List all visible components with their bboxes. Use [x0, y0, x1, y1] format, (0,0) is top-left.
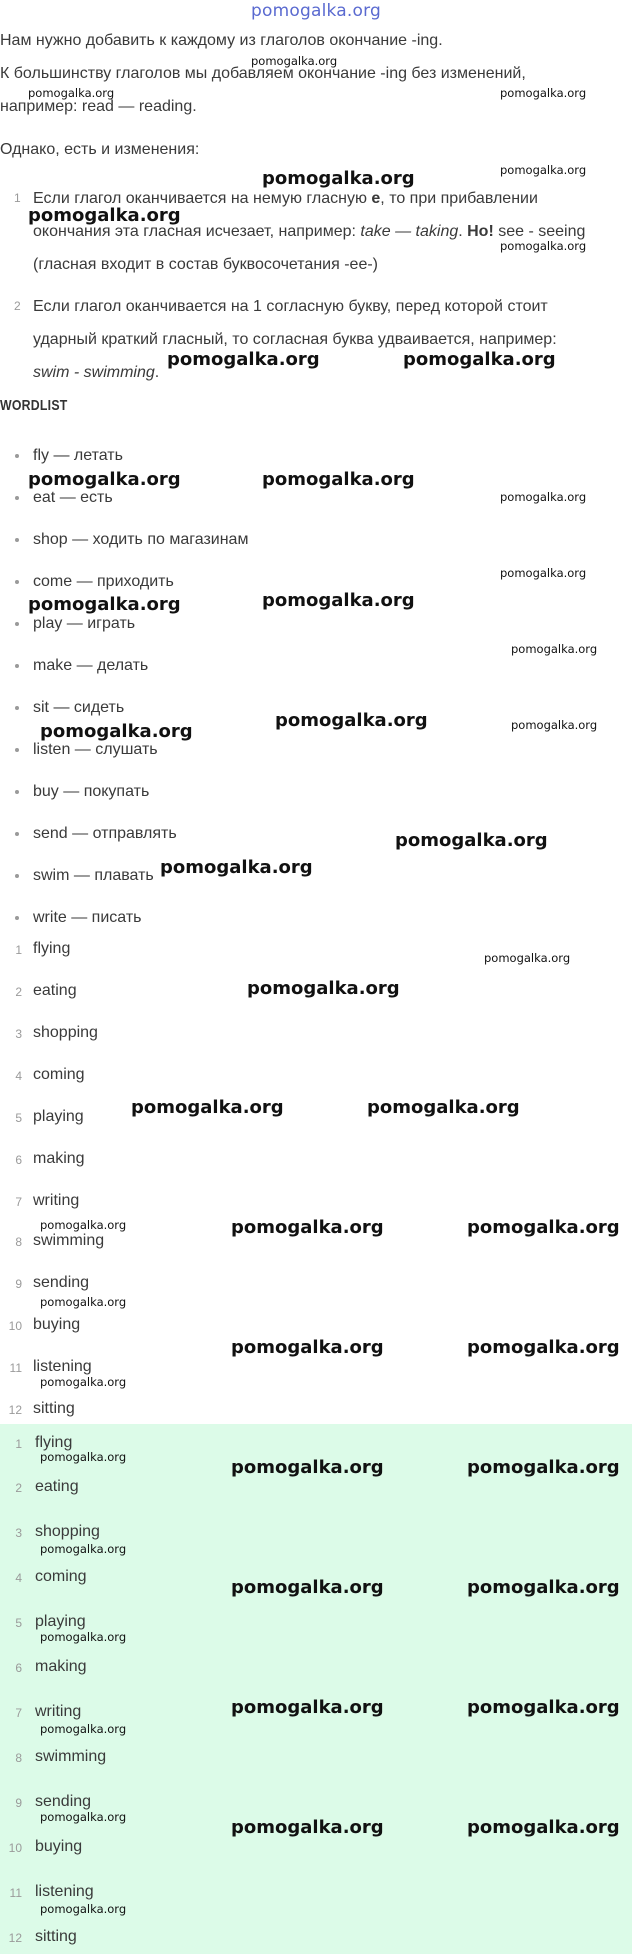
watermark: pomogalka.org [40, 1450, 127, 1464]
intro-line-1: Нам нужно добавить к каждому из глаголов окончание -ing. [0, 32, 443, 49]
watermark: pomogalka.org [40, 1630, 127, 1644]
bullet-icon [15, 454, 19, 458]
watermark: pomogalka.org [403, 349, 556, 370]
bullet-icon [15, 622, 19, 626]
watermark: pomogalka.org [262, 590, 415, 611]
rule-number: 1 [14, 191, 21, 205]
bullet-icon [15, 580, 19, 584]
bullet-icon [15, 496, 19, 500]
bullet-icon [15, 664, 19, 668]
watermark: pomogalka.org [28, 205, 181, 226]
watermark: pomogalka.org [40, 1218, 127, 1232]
watermark: pomogalka.org [500, 163, 587, 177]
rule-2-line-3: swim - swimming. [33, 364, 160, 381]
site-logo[interactable]: pomogalka.org [251, 1, 381, 21]
watermark: pomogalka.org [511, 718, 598, 732]
bullet-icon [15, 874, 19, 878]
watermark: pomogalka.org [40, 1902, 127, 1916]
bullet-icon [15, 790, 19, 794]
watermark: pomogalka.org [28, 86, 115, 100]
answer-block: 1 flying 2 eating 3 shopping 4 coming 5 playing 6 making 7 writing 8 swimming 9 sending 10 buying 11 listening 12 sitting [0, 1424, 632, 1954]
watermark: pomogalka.org [28, 469, 181, 490]
watermark: pomogalka.org [467, 1217, 620, 1238]
watermark: pomogalka.org [40, 1810, 127, 1824]
watermark: pomogalka.org [395, 830, 548, 851]
watermark: pomogalka.org [40, 1375, 127, 1389]
watermark: pomogalka.org [500, 239, 587, 253]
rule-2-line-1: Если глагол оканчивается на 1 согласную букву, перед которой стоит [33, 298, 548, 315]
rule-1-line-1: Если глагол оканчивается на немую гласную e, то при прибавлении [33, 190, 538, 207]
watermark: pomogalka.org [467, 1577, 620, 1598]
intro-line-4: Однако, есть и изменения: [0, 141, 200, 158]
watermark: pomogalka.org [467, 1697, 620, 1718]
bullet-icon [15, 916, 19, 920]
wordlist-heading: WORDLIST [0, 397, 68, 414]
watermark: pomogalka.org [231, 1577, 384, 1598]
intro-line-3: например: read — reading. [0, 98, 197, 115]
watermark: pomogalka.org [467, 1337, 620, 1358]
watermark: pomogalka.org [167, 349, 320, 370]
watermark: pomogalka.org [500, 490, 587, 504]
rule-2-line-2: ударный краткий гласный, то согласная буква удваивается, например: [33, 331, 557, 348]
rule-number: 2 [14, 299, 21, 313]
watermark: pomogalka.org [275, 710, 428, 731]
bullet-icon [15, 748, 19, 752]
watermark: pomogalka.org [231, 1457, 384, 1478]
bullet-icon [15, 538, 19, 542]
watermark: pomogalka.org [40, 1542, 127, 1556]
watermark: pomogalka.org [28, 594, 181, 615]
watermark: pomogalka.org [231, 1337, 384, 1358]
watermark: pomogalka.org [262, 469, 415, 490]
watermark: pomogalka.org [247, 978, 400, 999]
watermark: pomogalka.org [40, 1295, 127, 1309]
watermark: pomogalka.org [467, 1817, 620, 1838]
watermark: pomogalka.org [251, 54, 338, 68]
watermark: pomogalka.org [500, 566, 587, 580]
watermark: pomogalka.org [511, 642, 598, 656]
rule-1-line-2: окончания эта гласная исчезает, например: take — taking. Но! see - seeing [33, 223, 586, 240]
watermark: pomogalka.org [484, 951, 571, 965]
watermark: pomogalka.org [367, 1097, 520, 1118]
bullet-icon [15, 706, 19, 710]
watermark: pomogalka.org [40, 721, 193, 742]
intro-line-2: К большинству глаголов мы добавляем окончание -ing без изменений, [0, 65, 526, 82]
rule-1-line-3: (гласная входит в состав буквосочетания -ee-) [33, 256, 378, 273]
watermark: pomogalka.org [231, 1697, 384, 1718]
watermark: pomogalka.org [500, 86, 587, 100]
watermark: pomogalka.org [160, 857, 313, 878]
watermark: pomogalka.org [467, 1457, 620, 1478]
bullet-icon [15, 832, 19, 836]
watermark: pomogalka.org [40, 1722, 127, 1736]
watermark: pomogalka.org [262, 168, 415, 189]
watermark: pomogalka.org [131, 1097, 284, 1118]
watermark: pomogalka.org [231, 1217, 384, 1238]
watermark: pomogalka.org [231, 1817, 384, 1838]
